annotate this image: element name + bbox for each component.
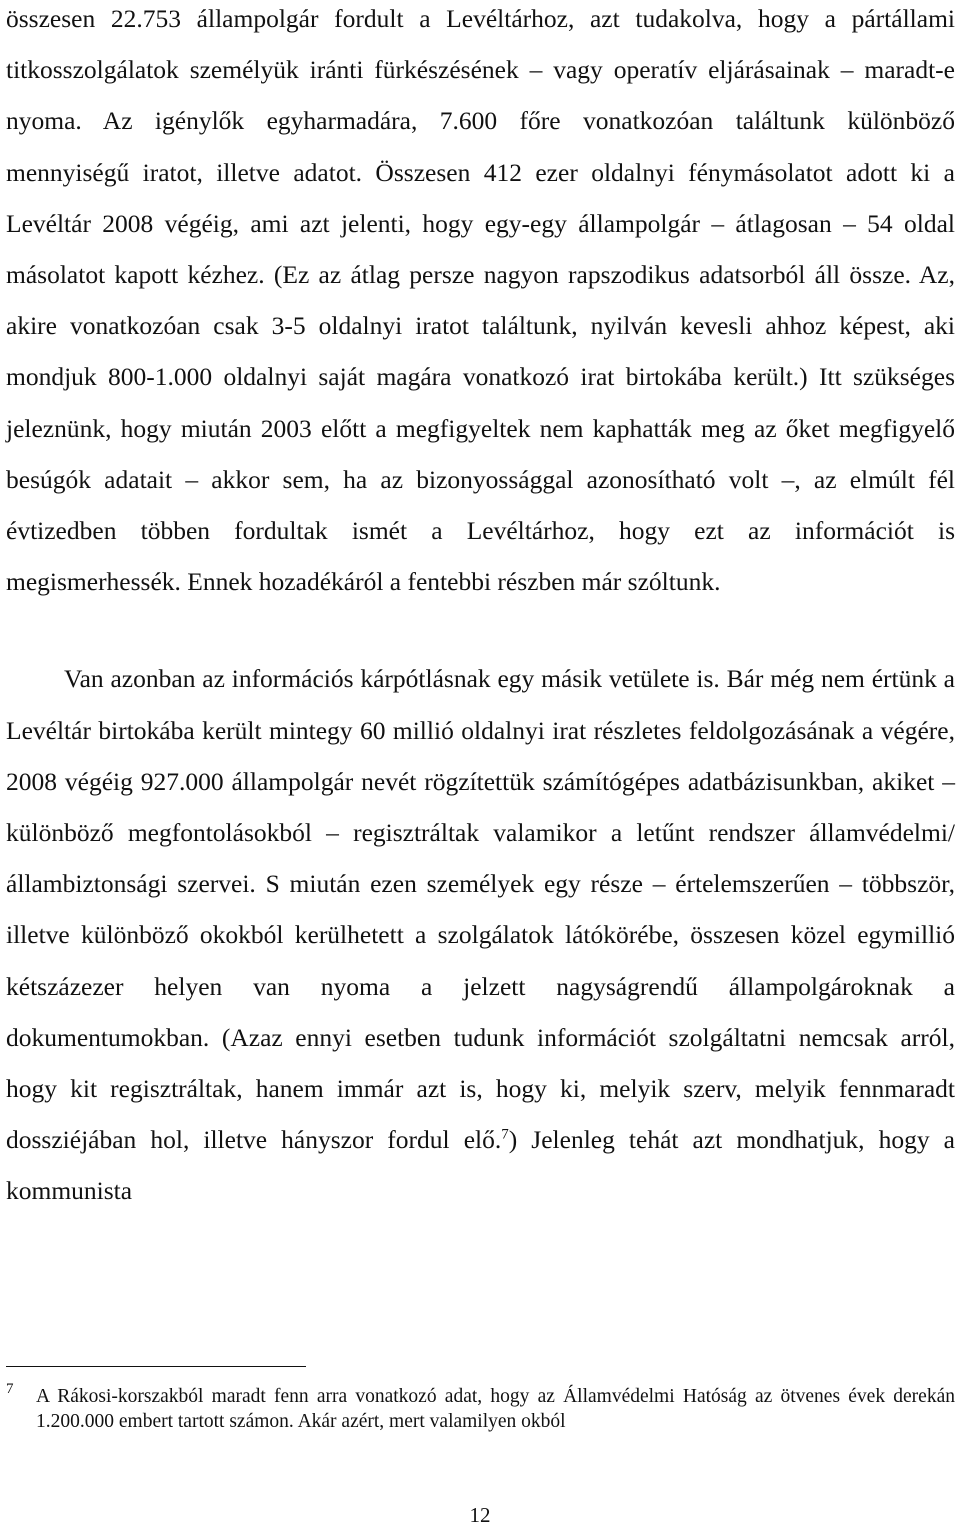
footnote-text: A Rákosi-korszakból maradt fenn arra vonatkozó adat, hogy az Államvédelmi Hatóság az ötvenes évek derekán 1.200.000 embert tartott számon. Akár azért, mert valamilyen okból [36, 1386, 955, 1432]
paragraph-2-text: Van azonban az információs kárpótlásnak egy másik vetülete is. Bár még nem értünk a Levéltár birtokába került mintegy 60 millió oldalnyi irat részletes feldolgozásának a végére, 2008 végéig 927.000 állampolgár nevét rögzítettük számítógépes adatbázisunkban, akiket – különböző megfontolásokból – regisztráltak valamikor a letűnt rendszer államvédelmi/állambiztonsági szervei. S miután ezen személyek egy része – értelemszerűen – többször, illetve különböző okokból kerülhetett a szolgálatok látókörébe, összesen közel egymillió kétszázezer helyen van nyoma a jelzett nagyságrendű állampolgároknak a dokumentumokban. (Azaz ennyi esetben tudunk információt szolgáltatni nemcsak arról, hogy kit regisztráltak, hanem immár azt is, hogy ki, melyik szerv, melyik fennmaradt dossziéjában hol, illetve hányszor fordul elő. [6, 664, 955, 1155]
body-paragraph-2 [6, 653, 955, 1216]
body-paragraph-1: összesen 22.753 állampolgár fordult a Levéltárhoz, azt tudakolva, hogy a pártállami titkosszolgálatok személyük iránti fürkészésének – vagy operatív eljárásainak – maradt-e nyoma. Az igénylők egyharmadára, 7.600 főre vonatkozóan találtunk különböző mennyiségű iratot, illetve adatot. Összesen 412 ezer oldalnyi fénymásolatot adott ki a Levéltár 2008 végéig, ami azt jelenti, hogy egy-egy állampolgár – átlagosan – 54 oldal másolatot kapott kézhez. (Ez az átlag persze nagyon rapszodikus adatsorból áll össze. Az, akire vonatkozóan csak 3-5 oldalnyi iratot találtunk, nyilván kevesli ahhoz képest, aki mondjuk 800-1.000 oldalnyi saját magára vonatkozó irat birtokába került.) Itt szükséges jeleznünk, hogy miután 2003 előtt a megfigyeltek nem kaphatták meg az őket megfigyelő besúgók adatait – akkor sem, ha az bizonyossággal azonosítható volt –, az elmúlt fél évtizedben többen fordultak ismét a Levéltárhoz, hogy ezt az információt is megismerhessék. Ennek hozadékáról a fentebbi részben már szóltunk. [6, 4, 955, 597]
footnote-reference[interactable]: 7 [501, 1126, 509, 1143]
document-page [6, 0, 955, 1217]
paragraph-2-continuation: ) Jelenleg tehát azt mondhatjuk, hogy a kommunista [6, 1125, 955, 1206]
footnote-number: 7 [6, 1381, 14, 1397]
footnote-separator [6, 1366, 306, 1367]
footnote [6, 1381, 955, 1434]
page-number: 12 [469, 1503, 491, 1527]
